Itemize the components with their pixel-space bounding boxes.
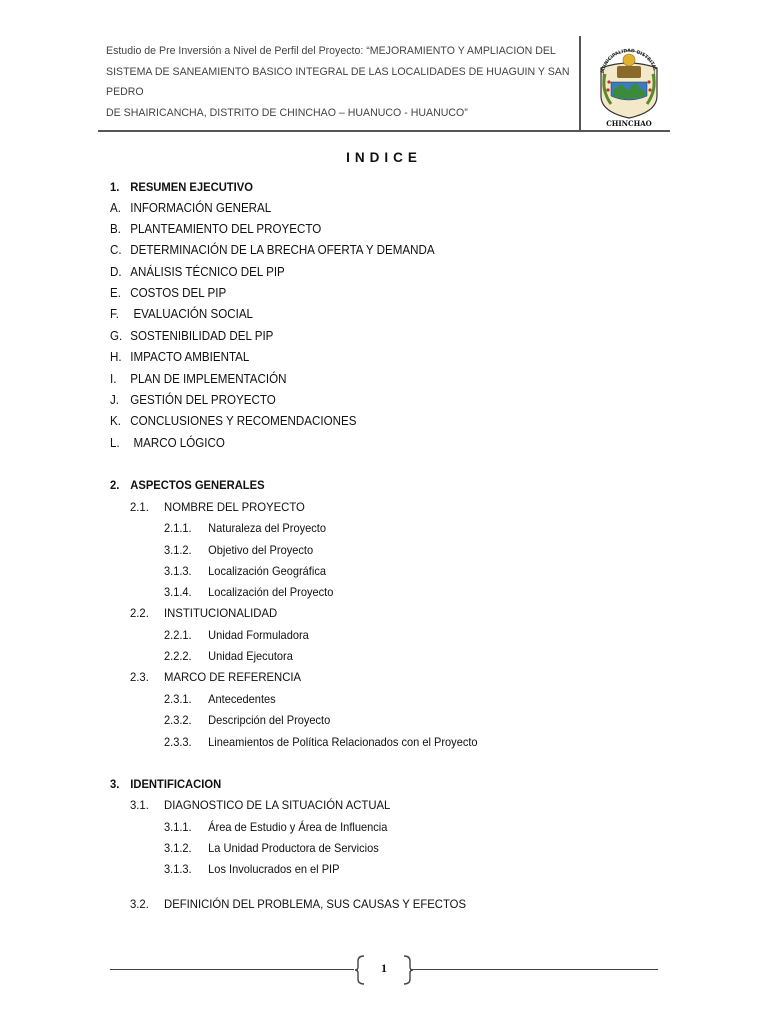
toc-number: G. (110, 329, 123, 343)
page-header (98, 36, 670, 132)
toc-label: INFORMACIÓN GENERAL (130, 201, 272, 215)
toc-label: MARCO DE REFERENCIA (164, 670, 302, 684)
toc-label: Objetivo del Proyecto (208, 543, 314, 557)
toc-number: 2.2.2. (164, 649, 192, 663)
toc-number: 2.3.2. (164, 713, 192, 727)
toc-label: MARCO LÓGICO (130, 436, 225, 450)
toc-label: Área de Estudio y Área de Influencia (208, 820, 388, 834)
toc-number: H. (110, 350, 122, 364)
toc-label: Localización Geográfica (208, 564, 326, 578)
toc-label: RESUMEN EJECUTIVO (130, 180, 253, 194)
header-line: Estudio de Pre Inversión a Nivel de Perfil del Proyecto: “MEJORAMIENTO Y AMPLIACION DEL (106, 45, 556, 57)
seal-arc-text: MUNICIPALIDAD DISTRITAL (600, 48, 658, 74)
toc-number: 3.1.3. (164, 564, 192, 578)
toc-number: 2.3. (130, 670, 149, 684)
toc-number: L. (110, 436, 120, 450)
toc-number: 2.3.1. (164, 692, 192, 706)
toc-number: 3.1.1. (164, 820, 192, 834)
toc-label: Los Involucrados en el PIP (208, 862, 340, 876)
toc-label: PLANTEAMIENTO DEL PROYECTO (130, 222, 322, 236)
seal-name-text: CHINCHAO (606, 119, 652, 128)
toc-number: F. (110, 307, 120, 321)
header-project-title (106, 41, 576, 123)
toc-label: Naturaleza del Proyecto (208, 521, 326, 535)
toc-number: 3.1.3. (164, 862, 192, 876)
toc-label: INSTITUCIONALIDAD (164, 606, 278, 620)
toc-number: 3.1.2. (164, 841, 192, 855)
toc-number: E. (110, 286, 121, 300)
toc-label: DIAGNOSTICO DE LA SITUACIÓN ACTUAL (164, 798, 391, 812)
toc-number: I. (110, 372, 117, 386)
toc-label: Unidad Ejecutora (208, 649, 293, 663)
toc-number: 3.2. (130, 897, 149, 911)
toc-label: DETERMINACIÓN DE LA BRECHA OFERTA Y DEMANDA (130, 243, 435, 257)
toc-label: IDENTIFICACION (130, 777, 222, 791)
toc-number: 2. (110, 478, 120, 492)
toc-number: 1. (110, 180, 120, 194)
toc-number: 3.1.4. (164, 585, 192, 599)
footer-rule-right (412, 969, 658, 970)
toc-label: ASPECTOS GENERALES (130, 478, 265, 492)
toc-label: GESTIÓN DEL PROYECTO (130, 393, 276, 407)
header-divider (579, 36, 581, 132)
toc-number: B. (110, 222, 121, 236)
toc-label: EVALUACIÓN SOCIAL (130, 307, 254, 321)
footer-left-brace (354, 955, 366, 985)
toc-number: 2.3.3. (164, 735, 192, 749)
toc-number: A. (110, 201, 121, 215)
header-line: DE SHAIRICANCHA, DISTRITO DE CHINCHAO – HUANUCO - HUANUCO” (106, 106, 468, 119)
toc-label: Lineamientos de Política Relacionados con el Proyecto (208, 735, 478, 749)
toc-label: La Unidad Productora de Servicios (208, 841, 379, 855)
page-number: 1 (381, 961, 387, 975)
toc-label: ANÁLISIS TÉCNICO DEL PIP (130, 265, 285, 279)
toc-label: IMPACTO AMBIENTAL (130, 350, 250, 364)
index-title: INDICE (346, 150, 422, 165)
toc-label: Antecedentes (208, 692, 276, 706)
toc-number: 3. (110, 777, 120, 791)
header-rule (98, 130, 670, 132)
toc-number: C. (110, 243, 122, 257)
toc-number: 2.1.1. (164, 521, 192, 535)
footer-rule-left (110, 969, 354, 970)
page-footer (110, 955, 658, 985)
toc-label: Descripción del Proyecto (208, 713, 331, 727)
toc-label: PLAN DE IMPLEMENTACIÓN (130, 372, 287, 386)
toc-label: NOMBRE DEL PROYECTO (164, 500, 305, 514)
toc-number: 2.1. (130, 500, 149, 514)
toc-number: K. (110, 414, 121, 428)
toc-number: 2.2.1. (164, 628, 192, 642)
toc-number: J. (110, 393, 120, 407)
toc-number: 3.1. (130, 798, 149, 812)
toc-number: 2.2. (130, 606, 149, 620)
header-line: SISTEMA DE SANEAMIENTO BASICO INTEGRAL DE LAS LOCALIDADES DE HUAGUIN Y SAN PEDRO (106, 65, 570, 98)
toc-label: Unidad Formuladora (208, 628, 309, 642)
toc-number: D. (110, 265, 122, 279)
toc-number: 3.1.2. (164, 543, 192, 557)
toc-label: CONCLUSIONES Y RECOMENDACIONES (130, 414, 357, 428)
toc-label: SOSTENIBILIDAD DEL PIP (130, 329, 274, 343)
municipal-seal-logo (595, 38, 663, 128)
toc-label: COSTOS DEL PIP (130, 286, 227, 300)
toc-label: Localización del Proyecto (208, 585, 334, 599)
toc-label: DEFINICIÓN DEL PROBLEMA, SUS CAUSAS Y EFECTOS (164, 897, 467, 911)
